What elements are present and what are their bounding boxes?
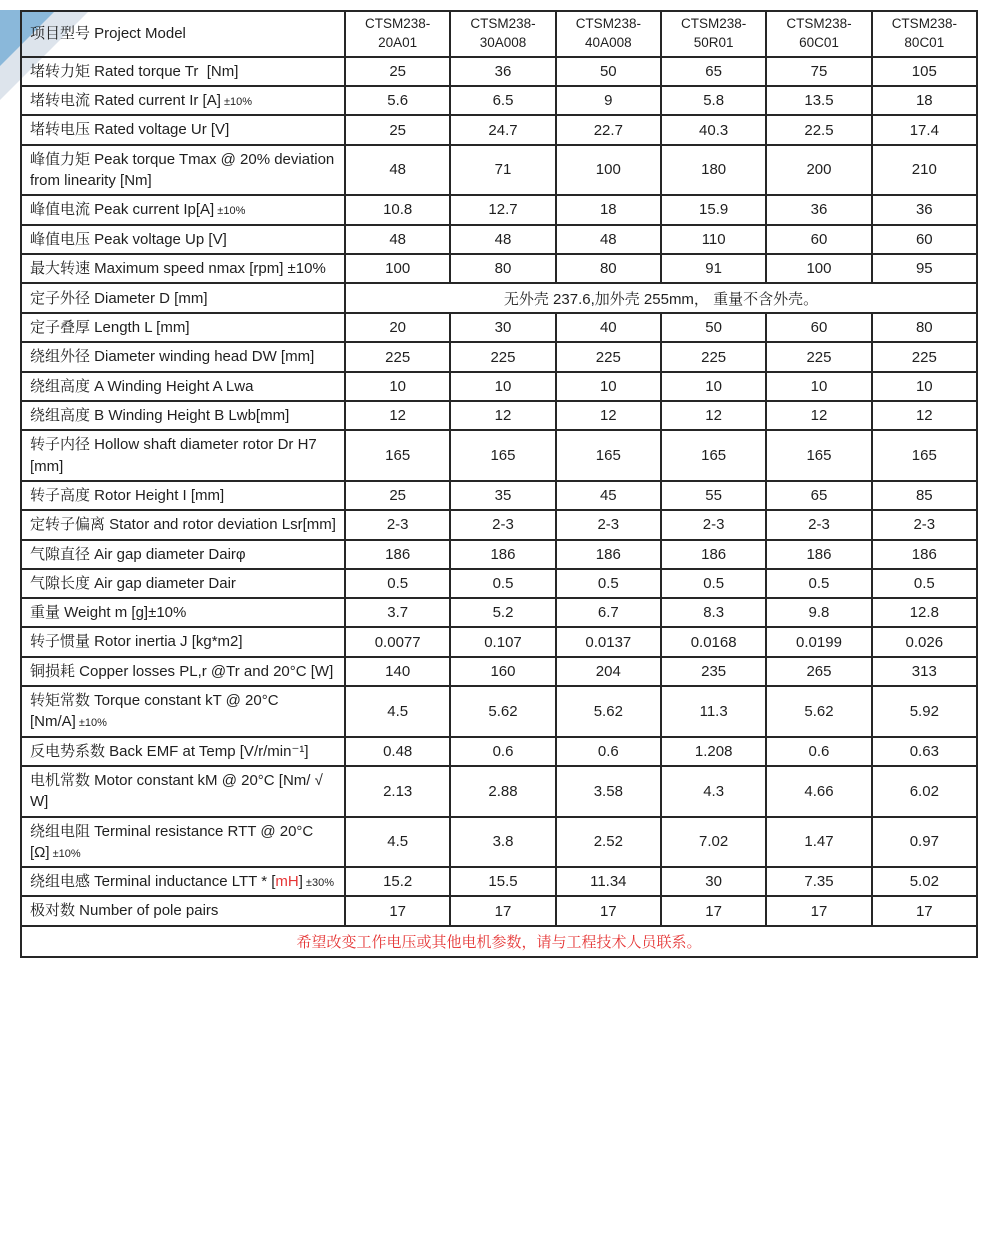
value-cell: 12.8 — [872, 598, 977, 627]
value-cell: 25 — [345, 57, 450, 86]
value-cell: 5.62 — [766, 686, 871, 737]
value-cell: 75 — [766, 57, 871, 86]
value-cell: 25 — [345, 481, 450, 510]
value-cell: 225 — [766, 342, 871, 371]
value-cell: 0.5 — [556, 569, 661, 598]
value-cell: 235 — [661, 657, 766, 686]
value-cell: 0.5 — [766, 569, 871, 598]
value-cell: 12 — [345, 401, 450, 430]
motor-spec-table — [20, 10, 978, 958]
merged-value-cell: 无外壳 237.6,加外壳 255mm， 重量不含外壳。 — [345, 283, 977, 313]
header-project-model: 项目型号 Project Model — [21, 11, 345, 57]
spec-row — [21, 254, 977, 283]
value-cell: 60 — [766, 313, 871, 342]
value-cell: 5.2 — [450, 598, 555, 627]
row-label: 定子外径 Diameter D [mm] — [21, 283, 345, 313]
tolerance-note: ±10% — [49, 847, 81, 860]
value-cell: 225 — [556, 342, 661, 371]
value-cell: 80 — [556, 254, 661, 283]
row-label: 气隙直径 Air gap diameter Dairφ — [21, 540, 345, 569]
value-cell: 3.8 — [450, 817, 555, 868]
value-cell: 9 — [556, 86, 661, 115]
value-cell: 2.88 — [450, 766, 555, 817]
value-cell: 225 — [450, 342, 555, 371]
value-cell: 48 — [450, 225, 555, 254]
value-cell: 2-3 — [661, 510, 766, 539]
spec-row — [21, 145, 977, 196]
spec-row — [21, 283, 977, 313]
value-cell: 5.62 — [450, 686, 555, 737]
value-cell: 0.0077 — [345, 627, 450, 656]
value-cell: 60 — [766, 225, 871, 254]
value-cell: 0.0137 — [556, 627, 661, 656]
value-cell: 0.63 — [872, 737, 977, 766]
footer-note: 希望改变工作电压或其他电机参数，请与工程技术人员联系。 — [21, 926, 977, 957]
value-cell: 55 — [661, 481, 766, 510]
spec-row — [21, 115, 977, 144]
value-cell: 11.34 — [556, 867, 661, 896]
value-cell: 17 — [661, 896, 766, 925]
value-cell: 4.5 — [345, 817, 450, 868]
row-label: 绕组高度 A Winding Height A Lwa — [21, 372, 345, 401]
value-cell: 12 — [661, 401, 766, 430]
value-cell: 0.6 — [556, 737, 661, 766]
value-cell: 18 — [556, 195, 661, 224]
value-cell: 18 — [872, 86, 977, 115]
value-cell: 5.8 — [661, 86, 766, 115]
value-cell: 1.208 — [661, 737, 766, 766]
value-cell: 36 — [766, 195, 871, 224]
value-cell: 24.7 — [450, 115, 555, 144]
header-model-column: CTSM238-30A008 — [450, 11, 555, 57]
header-model-column: CTSM238-20A01 — [345, 11, 450, 57]
spec-row — [21, 313, 977, 342]
spec-row — [21, 686, 977, 737]
value-cell: 100 — [345, 254, 450, 283]
row-label: 重量 Weight m [g]±10% — [21, 598, 345, 627]
spec-row — [21, 86, 977, 115]
value-cell: 5.6 — [345, 86, 450, 115]
value-cell: 48 — [345, 145, 450, 196]
value-cell: 100 — [556, 145, 661, 196]
value-cell: 7.35 — [766, 867, 871, 896]
value-cell: 186 — [450, 540, 555, 569]
value-cell: 265 — [766, 657, 871, 686]
row-label: 堵转电压 Rated voltage Ur [V] — [21, 115, 345, 144]
value-cell: 186 — [556, 540, 661, 569]
spec-row — [21, 481, 977, 510]
spec-row — [21, 817, 977, 868]
value-cell: 2.13 — [345, 766, 450, 817]
value-cell: 165 — [556, 430, 661, 481]
value-cell: 0.0199 — [766, 627, 871, 656]
value-cell: 165 — [450, 430, 555, 481]
value-cell: 20 — [345, 313, 450, 342]
value-cell: 0.107 — [450, 627, 555, 656]
value-cell: 1.47 — [766, 817, 871, 868]
value-cell: 186 — [766, 540, 871, 569]
value-cell: 60 — [872, 225, 977, 254]
value-cell: 48 — [556, 225, 661, 254]
row-label: 电机常数 Motor constant kM @ 20°C [Nm/ √ W] — [21, 766, 345, 817]
spec-row — [21, 401, 977, 430]
value-cell: 200 — [766, 145, 871, 196]
value-cell: 210 — [872, 145, 977, 196]
value-cell: 165 — [345, 430, 450, 481]
value-cell: 80 — [872, 313, 977, 342]
value-cell: 11.3 — [661, 686, 766, 737]
value-cell: 0.026 — [872, 627, 977, 656]
value-cell: 6.7 — [556, 598, 661, 627]
spec-row — [21, 372, 977, 401]
row-label: 定子叠厚 Length L [mm] — [21, 313, 345, 342]
value-cell: 2-3 — [872, 510, 977, 539]
spec-row — [21, 57, 977, 86]
value-cell: 35 — [450, 481, 555, 510]
row-label: 铜损耗 Copper losses PL,r @Tr and 20°C [W] — [21, 657, 345, 686]
spec-row — [21, 510, 977, 539]
value-cell: 0.97 — [872, 817, 977, 868]
row-label: 绕组高度 B Winding Height B Lwb[mm] — [21, 401, 345, 430]
row-label: 气隙长度 Air gap diameter Dair — [21, 569, 345, 598]
footer-row — [21, 926, 977, 957]
spec-row — [21, 766, 977, 817]
value-cell: 40 — [556, 313, 661, 342]
value-cell: 36 — [450, 57, 555, 86]
value-cell: 225 — [872, 342, 977, 371]
row-label: 绕组电感 Terminal inductance LTT * [mH] ±30% — [21, 867, 345, 896]
value-cell: 204 — [556, 657, 661, 686]
value-cell: 225 — [661, 342, 766, 371]
value-cell: 313 — [872, 657, 977, 686]
row-label: 定转子偏离 Stator and rotor deviation Lsr[mm] — [21, 510, 345, 539]
value-cell: 10.8 — [345, 195, 450, 224]
red-unit-text: mH — [275, 873, 299, 891]
tolerance-note: ±10% — [214, 205, 246, 218]
value-cell: 5.02 — [872, 867, 977, 896]
value-cell: 17 — [450, 896, 555, 925]
value-cell: 3.7 — [345, 598, 450, 627]
value-cell: 5.92 — [872, 686, 977, 737]
tolerance-note: ±30% — [302, 877, 334, 890]
row-label: 反电势系数 Back EMF at Temp [V/r/min⁻¹] — [21, 737, 345, 766]
row-label: 转子高度 Rotor Height I [mm] — [21, 481, 345, 510]
value-cell: 30 — [661, 867, 766, 896]
value-cell: 25 — [345, 115, 450, 144]
row-label: 峰值电流 Peak current Ip[A] ±10% — [21, 195, 345, 224]
value-cell: 15.2 — [345, 867, 450, 896]
value-cell: 225 — [345, 342, 450, 371]
value-cell: 2-3 — [766, 510, 871, 539]
value-cell: 2-3 — [450, 510, 555, 539]
row-label: 极对数 Number of pole pairs — [21, 896, 345, 925]
value-cell: 50 — [661, 313, 766, 342]
header-row — [21, 11, 977, 57]
spec-row — [21, 430, 977, 481]
value-cell: 5.62 — [556, 686, 661, 737]
value-cell: 10 — [872, 372, 977, 401]
value-cell: 3.58 — [556, 766, 661, 817]
value-cell: 0.5 — [450, 569, 555, 598]
spec-row — [21, 867, 977, 896]
spec-row — [21, 195, 977, 224]
value-cell: 85 — [872, 481, 977, 510]
value-cell: 186 — [661, 540, 766, 569]
row-label: 转子惯量 Rotor inertia J [kg*m2] — [21, 627, 345, 656]
spec-row — [21, 342, 977, 371]
value-cell: 0.6 — [766, 737, 871, 766]
value-cell: 80 — [450, 254, 555, 283]
value-cell: 6.5 — [450, 86, 555, 115]
value-cell: 12 — [556, 401, 661, 430]
value-cell: 10 — [345, 372, 450, 401]
value-cell: 7.02 — [661, 817, 766, 868]
header-model-column: CTSM238-40A008 — [556, 11, 661, 57]
value-cell: 180 — [661, 145, 766, 196]
value-cell: 48 — [345, 225, 450, 254]
value-cell: 165 — [661, 430, 766, 481]
row-label: 堵转力矩 Rated torque Tr [Nm] — [21, 57, 345, 86]
value-cell: 65 — [766, 481, 871, 510]
value-cell: 160 — [450, 657, 555, 686]
spec-row — [21, 737, 977, 766]
spec-row — [21, 569, 977, 598]
row-label: 峰值电压 Peak voltage Up [V] — [21, 225, 345, 254]
value-cell: 17 — [556, 896, 661, 925]
value-cell: 17 — [766, 896, 871, 925]
value-cell: 10 — [556, 372, 661, 401]
value-cell: 2.52 — [556, 817, 661, 868]
value-cell: 9.8 — [766, 598, 871, 627]
value-cell: 45 — [556, 481, 661, 510]
header-model-column: CTSM238-60C01 — [766, 11, 871, 57]
value-cell: 30 — [450, 313, 555, 342]
value-cell: 17 — [345, 896, 450, 925]
value-cell: 0.6 — [450, 737, 555, 766]
value-cell: 22.7 — [556, 115, 661, 144]
value-cell: 17 — [872, 896, 977, 925]
value-cell: 91 — [661, 254, 766, 283]
value-cell: 8.3 — [661, 598, 766, 627]
row-label: 峰值力矩 Peak torque Tmax @ 20% deviation from linearity [Nm] — [21, 145, 345, 196]
header-model-column: CTSM238-80C01 — [872, 11, 977, 57]
value-cell: 40.3 — [661, 115, 766, 144]
tolerance-note: ±10% — [220, 96, 252, 109]
value-cell: 0.5 — [345, 569, 450, 598]
value-cell: 71 — [450, 145, 555, 196]
value-cell: 0.0168 — [661, 627, 766, 656]
value-cell: 22.5 — [766, 115, 871, 144]
value-cell: 186 — [872, 540, 977, 569]
row-label: 最大转速 Maximum speed nmax [rpm] ±10% — [21, 254, 345, 283]
value-cell: 50 — [556, 57, 661, 86]
value-cell: 12 — [766, 401, 871, 430]
value-cell: 0.5 — [661, 569, 766, 598]
row-label: 转矩常数 Torque constant kT @ 20°C [Nm/A] ±10% — [21, 686, 345, 737]
value-cell: 0.5 — [872, 569, 977, 598]
value-cell: 13.5 — [766, 86, 871, 115]
spec-row — [21, 896, 977, 925]
spec-row — [21, 598, 977, 627]
header-model-column: CTSM238-50R01 — [661, 11, 766, 57]
value-cell: 12 — [872, 401, 977, 430]
spec-row — [21, 657, 977, 686]
value-cell: 95 — [872, 254, 977, 283]
row-label: 堵转电流 Rated current Ir [A] ±10% — [21, 86, 345, 115]
tolerance-note: ±10% — [75, 717, 107, 730]
row-label: 绕组外径 Diameter winding head DW [mm] — [21, 342, 345, 371]
value-cell: 2-3 — [345, 510, 450, 539]
spec-row — [21, 627, 977, 656]
row-label: 转子内径 Hollow shaft diameter rotor Dr H7 [mm] — [21, 430, 345, 481]
value-cell: 12 — [450, 401, 555, 430]
value-cell: 17.4 — [872, 115, 977, 144]
value-cell: 15.5 — [450, 867, 555, 896]
value-cell: 10 — [450, 372, 555, 401]
value-cell: 165 — [872, 430, 977, 481]
value-cell: 0.48 — [345, 737, 450, 766]
value-cell: 105 — [872, 57, 977, 86]
value-cell: 12.7 — [450, 195, 555, 224]
value-cell: 6.02 — [872, 766, 977, 817]
value-cell: 10 — [766, 372, 871, 401]
value-cell: 4.66 — [766, 766, 871, 817]
value-cell: 15.9 — [661, 195, 766, 224]
row-label: 绕组电阻 Terminal resistance RTT @ 20°C [Ω] ±10% — [21, 817, 345, 868]
spec-row — [21, 540, 977, 569]
value-cell: 4.3 — [661, 766, 766, 817]
value-cell: 65 — [661, 57, 766, 86]
value-cell: 100 — [766, 254, 871, 283]
value-cell: 2-3 — [556, 510, 661, 539]
value-cell: 36 — [872, 195, 977, 224]
value-cell: 140 — [345, 657, 450, 686]
value-cell: 165 — [766, 430, 871, 481]
value-cell: 186 — [345, 540, 450, 569]
value-cell: 10 — [661, 372, 766, 401]
spec-row — [21, 225, 977, 254]
value-cell: 4.5 — [345, 686, 450, 737]
value-cell: 110 — [661, 225, 766, 254]
